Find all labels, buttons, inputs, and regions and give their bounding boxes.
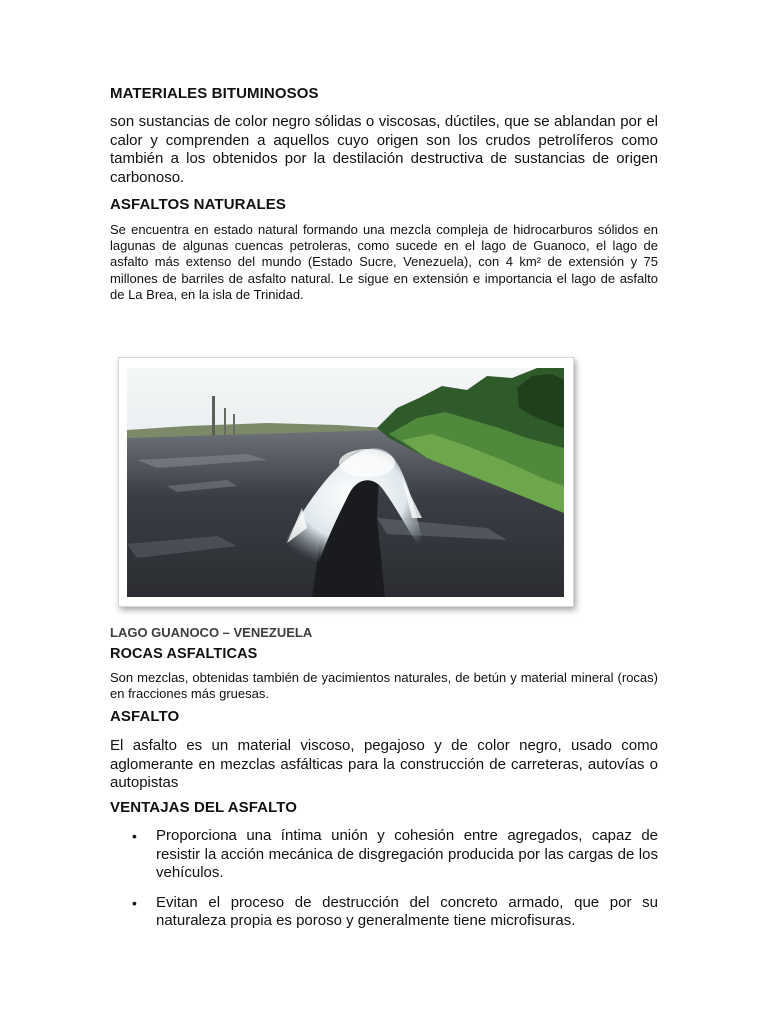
ventajas-list bbox=[110, 827, 658, 931]
heading-materiales-bituminosos: MATERIALES BITUMINOSOS bbox=[110, 85, 319, 102]
bullet-icon: • bbox=[132, 894, 137, 911]
list-item bbox=[110, 894, 658, 931]
paragraph-materiales: son sustancias de color negro sólidas o viscosas, dúctiles, que se ablandan por el calor y comprenden a aquellos cuyo origen son los crudos petrolíferos como también a los obtenidos por la destilación destructiva de sustancias de origen carbonoso. bbox=[110, 113, 658, 186]
heading-asfalto: ASFALTO bbox=[110, 708, 180, 725]
list-item bbox=[110, 827, 658, 883]
lake-guanoco-photo bbox=[127, 368, 564, 597]
paragraph-asfalto: El asfalto es un material viscoso, pegajoso y de color negro, usado como aglomerante en mezclas asfálticas para la construcción de carreteras, autovías o autopistas bbox=[110, 737, 658, 791]
photo-caption: LAGO GUANOCO – VENEZUELA bbox=[110, 625, 313, 640]
bullet-icon: • bbox=[132, 828, 137, 844]
heading-rocas-asfalticas: ROCAS ASFALTICAS bbox=[110, 646, 258, 662]
lake-photo-frame bbox=[118, 357, 574, 607]
heading-asfaltos-naturales: ASFALTOS NATURALES bbox=[110, 196, 286, 213]
paragraph-rocas-asfalticas: Son mezclas, obtenidas también de yacimientos naturales, de betún y material mineral (rocas) en fracciones más gruesas. bbox=[110, 670, 658, 702]
list-item-text: Evitan el proceso de destrucción del concreto armado, que por su naturaleza propia es poroso y generalmente tiene microfisuras. bbox=[156, 893, 658, 929]
heading-ventajas-del-asfalto: VENTAJAS DEL ASFALTO bbox=[110, 799, 298, 816]
list-item-text: Proporciona una íntima unión y cohesión entre agregados, capaz de resistir la acción mecánica de disgregación producida por las cargas de los vehículos. bbox=[156, 827, 658, 881]
paragraph-asfaltos-naturales: Se encuentra en estado natural formando una mezcla compleja de hidrocarburos sólidos en lagunas de algunas cuencas petroleras, como sucede en el lago de Guanoco, el lago de asfalto más extenso del mundo (Estado Sucre, Venezuela), con 4 km² de extensión y 75 millones de barriles de asfalto natural. Le sigue en extensión e importancia el lago de asfalto de La Brea, en la isla de Trinidad. bbox=[110, 222, 658, 302]
